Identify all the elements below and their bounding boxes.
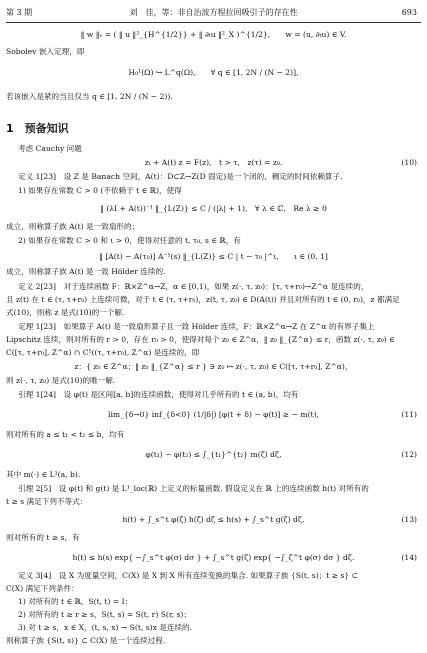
equation-10: zₜ + A(t) z = F(z), t > τ, z(τ) = z₀. <box>144 158 283 167</box>
paragraph-line: C([τ, τ+r₀], Z^α) ∩ C¹((τ, τ+r₀), Z^α) 是连续的，即 <box>6 348 200 357</box>
definition-2: 定义 2[23] 对于连续函数 F：ℝ×Z^α→Z，α ∈ [0,1)，如果 z(·, τ, z₀)：[τ, τ+r₀)→Z^α 是连续的， <box>18 282 369 291</box>
paragraph-line: 则称算子族 {S(t, s)} ⊂ C(X) 是一个连续过程. <box>6 636 166 645</box>
equation-number: (12) <box>401 450 417 459</box>
equation-14: h(t) ≤ h(s) exp{ −∫_s^t φ(σ) dσ } + ∫_s^t g(ζ) exp{ −∫_ζ^t φ(σ) dσ } dζ. <box>72 553 355 562</box>
equation-12: φ(t₁) − φ(t₂) ≤ ∫_{t₁}^{t₂} m(ζ) dζ, <box>145 450 282 459</box>
definition-1: 定义 1[23] 设 Z 是 Banach 空间，A(t)：D⊂Z→Z(D 固定)是一个闭的、稠定的时间依赖算子. <box>18 172 343 181</box>
paragraph-line: 其中 m(·) ∈ L¹(a, b). <box>6 470 81 479</box>
resolvent-estimate: ‖ (λI + A(t))⁻¹ ‖_{L(Z)} ≤ C / (|λ| + 1), ∀ λ ∈ ℂ, Re λ ≥ 0 <box>100 204 327 213</box>
page-number: 693 <box>401 8 417 17</box>
paragraph-line: Sobolev 嵌入定理，即 <box>6 47 85 56</box>
sobolev-embedding: H₀¹(Ω) ↪ L^q(Ω), ∀ q ∈ [1, 2N / (N − 2)], <box>128 68 299 77</box>
paragraph-line: Lipschitz 连续，则对所有的 r > 0，存在 r₀ > 0，使得对每个 z₀ ∈ Z^α，‖ z₀ ‖_{Z^α} ≤ r，函数 z(·, τ, z₀) ∈ <box>6 335 395 344</box>
list-item: 1) 如果存在常数 C > 0 (不依赖于 t ∈ ℝ)，使得 <box>18 186 182 195</box>
equation-11: lim_{δ→0} inf_{δ<0} (1/|δ|) [φ(t + δ) − φ(t)] ≥ − m(t), <box>108 410 319 419</box>
header-rule <box>6 22 421 23</box>
lemma-1: 引理 1[24] 设 φ(t) 是区间[a, b]的连续函数，使得对几乎所有的 t ∈ (a, b)，均有 <box>18 390 299 399</box>
list-item: 3) 对 t ≥ s，x ∈ X，(t, s, x) → S(t, s)x 是连续的. <box>18 623 193 632</box>
issue-number: 第 3 期 <box>6 8 33 17</box>
equation-number: (13) <box>401 515 417 524</box>
list-item: 2) 如果存在常数 C > 0 和 ι > 0，使得对任意的 t, τ₀, s ∈ ℝ，有 <box>18 236 241 245</box>
theorem-1: 定理 1[23] 如果算子 A(t) 是一致扇形算子且一致 Hölder 连续，F：ℝ×Z^α→Z 在 Z^α 的有界子集上 <box>18 322 375 331</box>
holder-estimate: ‖ [A(t) − A(τ₀)] A⁻¹(s) ‖_{L(Z)} ≤ C | t − τ₀ |^ι, ι ∈ (0, 1] <box>99 252 328 261</box>
paragraph-line: C(X) 满足下列条件： <box>6 584 79 593</box>
equation-number: (14) <box>401 553 417 562</box>
section-heading: 1 预备知识 <box>6 122 69 135</box>
list-item: 1) 对所有的 t ∈ ℝ，S(t, t) = I； <box>18 597 133 606</box>
equation-number: (11) <box>401 410 417 419</box>
paragraph-line: 成立，则称算子族 A(t) 是一致扇形的； <box>6 222 140 231</box>
norm-definition: ‖ w ‖ᵥ = ( ‖ u ‖²_{H^{1/2}} + ‖ ∂ₜu ‖²_X )^{1/2}, w = (u, ∂ₜu) ∈ V. <box>80 30 347 39</box>
paragraph-line: 若该嵌入是紧的当且仅当 q ∈ [1, 2N / (N − 2)). <box>6 92 173 101</box>
paragraph-line: 成立，则称算子族 A(t) 是一致 Hölder 连续的. <box>6 267 166 276</box>
running-header <box>6 6 421 20</box>
equation-number: (10) <box>401 158 417 167</box>
paragraph-line: 则 z(·, τ, z₀) 是式(10)的唯一解. <box>6 376 116 385</box>
paragraph-line: 且 z(t) 在 t ∈ (τ, τ+r₀) 上连续可微，对于 t ∈ (τ, τ+r₀)，z(t, τ, z₀) ∈ D(A(t)) 并且对所有的 t ∈ (0, r₀)，z 都满足 <box>6 295 400 304</box>
paragraph-line: t ≥ s 满足下列不等式： <box>6 497 88 506</box>
equation-13: h(t) + ∫_s^t φ(ζ) h(ζ) dζ ≤ h(s) + ∫_s^t g(ζ) dζ, <box>122 515 305 524</box>
definition-3: 定义 3[4] 设 X 为度量空间，C(X) 是 X 到 X 所有连续变换的集合. 如果算子族 {S(t, s)；t ≥ s} ⊂ <box>18 571 359 580</box>
solution-map: z：{ z₀ ∈ Z^α；‖ z₀ ‖_{Z^α} ≤ r } ∋ z₀ ↦ z(·, τ, z₀) ∈ C([τ, τ+r₀], Z^α)， <box>74 362 353 371</box>
paragraph-line: 则对所有的 a ≤ t₁ < t₂ ≤ b，均有 <box>6 430 125 439</box>
paragraph-line: 式(10)，则称 z 是式(10)的一个解. <box>6 308 125 317</box>
paragraph-line: 则对所有的 t ≥ s，有 <box>6 533 80 542</box>
running-title: 刘 佳，等：非自治波方程拉回吸引子的存在性 <box>129 8 298 17</box>
lemma-2: 引理 2[5] 设 φ(t) 和 g(t) 是 L¹_loc(ℝ) 上定义的标量函数. 假设定义在 ℝ 上的连续函数 h(t) 对所有的 <box>18 484 369 493</box>
list-item: 2) 对所有的 t ≥ r ≥ s，S(t, s) = S(t, r) S(r, s)； <box>18 610 191 619</box>
paragraph-line: 考虑 Cauchy 问题 <box>18 144 82 153</box>
